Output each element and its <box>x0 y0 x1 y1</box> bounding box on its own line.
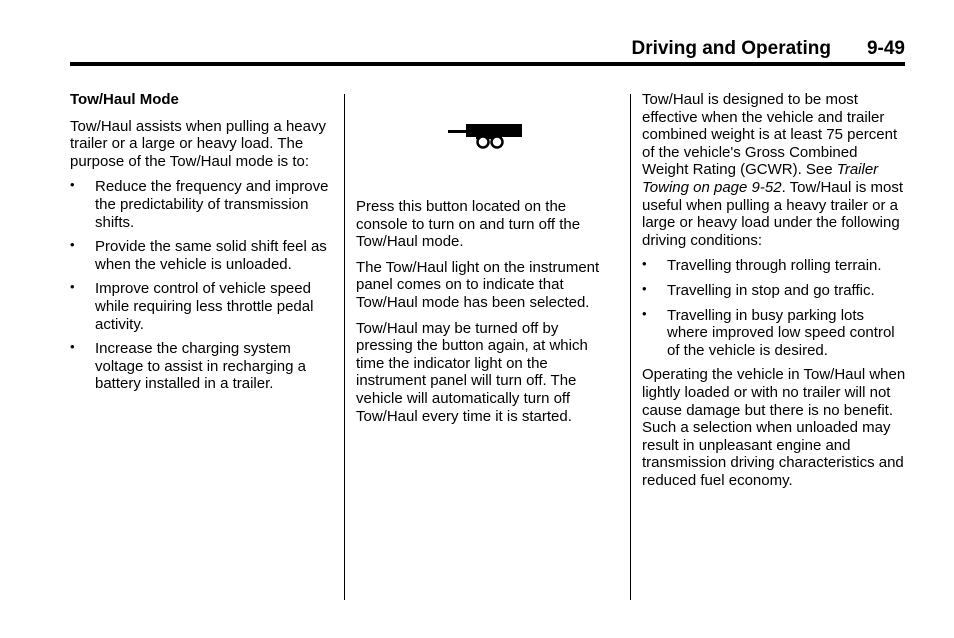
purpose-list <box>70 178 335 393</box>
bullet-icon: • <box>70 279 75 295</box>
conditions-list <box>642 257 907 359</box>
indicator-paragraph: The Tow/Haul light on the instrument panel comes on to indicate that Tow/Haul mode has been selected. <box>356 258 600 311</box>
bullet-icon: • <box>70 177 75 193</box>
list-item: • Travelling in busy parking lots where improved low speed control of the vehicle is desired. <box>642 305 895 359</box>
list-item: • Improve control of vehicle speed while requiring less throttle pedal activity. <box>70 279 314 333</box>
turn-off-paragraph: Tow/Haul may be turned off by pressing the button again, at which time the indicator light on the instrument panel will turn off. The vehicle will automatically turn off Tow/Haul every time it is started. <box>356 319 588 425</box>
list-item: • Reduce the frequency and improve the predictability of transmission shifts. <box>70 177 329 231</box>
left-column <box>70 91 335 400</box>
header-rule <box>70 62 905 66</box>
middle-column <box>356 198 616 433</box>
button-paragraph: Press this button located on the console to turn on and turn off the Tow/Haul mode. <box>356 198 581 251</box>
section-heading: Tow/Haul Mode <box>70 91 179 108</box>
bullet-icon: • <box>642 305 647 321</box>
design-paragraph: Tow/Haul is designed to be most effective when the vehicle and trailer combined weight is at least 75 percent of the vehicle's Gross Combined Weight Rating (GCWR). See Trailer Towing on page 9-52. Tow/Haul is most useful when pulling a heavy trailer or a large or heavy load under the following driving conditions: <box>642 91 903 249</box>
column-divider-left <box>344 94 345 600</box>
bullet-icon: • <box>642 256 647 272</box>
section-title: Driving and Operating <box>631 38 831 59</box>
list-item: • Increase the charging system voltage to assist in recharging a battery installed in a trailer. <box>70 339 306 393</box>
page-header <box>70 38 905 60</box>
trailer-icon <box>448 121 524 151</box>
intro-paragraph: Tow/Haul assists when pulling a heavy trailer or a large or heavy load. The purpose of the Tow/Haul mode is to: <box>70 117 326 170</box>
bullet-icon: • <box>70 339 75 355</box>
list-item: • Provide the same solid shift feel as when the vehicle is unloaded. <box>70 237 327 273</box>
column-divider-right <box>630 94 631 600</box>
list-item: • Travelling in stop and go traffic. <box>642 280 875 299</box>
unloaded-paragraph: Operating the vehicle in Tow/Haul when lightly loaded or with no trailer will not cause damage but there is no benefit. Such a selection when unloaded may result in unpleasant engine and transmission driving characteristics and reduced fuel economy. <box>642 366 906 489</box>
page-number: 9-49 <box>866 38 905 59</box>
bullet-icon: • <box>642 280 647 296</box>
trailer-towing-link[interactable]: Trailer Towing on page 9-52 <box>642 161 879 196</box>
list-item: • Travelling through rolling terrain. <box>642 256 882 275</box>
bullet-icon: • <box>70 237 75 253</box>
right-column <box>642 91 907 497</box>
